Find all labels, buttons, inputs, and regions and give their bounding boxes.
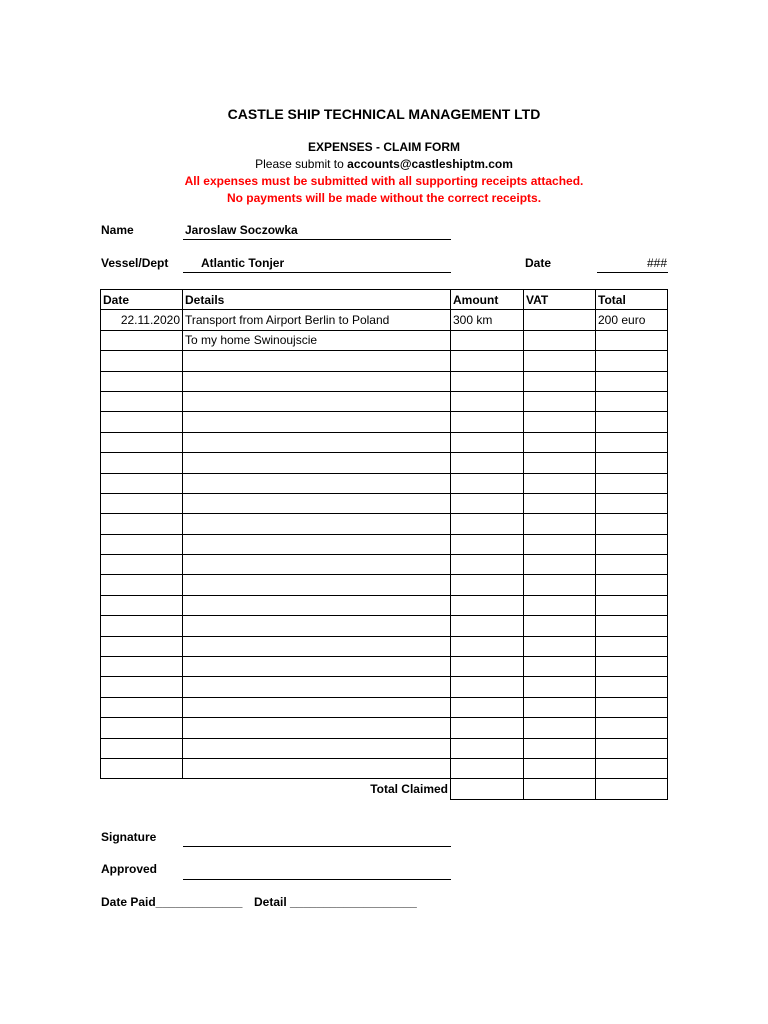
date-label: Date xyxy=(525,256,552,270)
approved-line[interactable] xyxy=(183,879,451,880)
cell-vat[interactable] xyxy=(524,493,596,513)
table-row xyxy=(101,636,668,656)
cell-date[interactable] xyxy=(101,636,183,656)
table-row xyxy=(101,718,668,738)
total-vat-cell[interactable] xyxy=(524,779,596,799)
cell-vat[interactable] xyxy=(524,595,596,615)
cell-vat[interactable] xyxy=(524,310,596,330)
cell-details[interactable] xyxy=(183,453,451,473)
table-row xyxy=(101,514,668,534)
cell-amount[interactable] xyxy=(451,412,524,432)
table-row xyxy=(101,432,668,452)
cell-vat[interactable] xyxy=(524,391,596,411)
cell-total[interactable] xyxy=(596,432,668,452)
payment-warning: No payments will be made without the correct receipts. xyxy=(226,191,542,205)
cell-details[interactable] xyxy=(183,575,451,595)
cell-date[interactable] xyxy=(101,616,183,636)
cell-details[interactable] xyxy=(183,758,451,778)
cell-date[interactable] xyxy=(101,330,183,350)
cell-details[interactable]: To my home Swinoujscie xyxy=(183,330,451,350)
cell-date[interactable] xyxy=(101,534,183,554)
signature-line[interactable] xyxy=(183,846,451,847)
cell-total[interactable]: 200 euro xyxy=(596,310,668,330)
cell-amount[interactable] xyxy=(451,616,524,636)
cell-total[interactable] xyxy=(596,351,668,371)
table-row xyxy=(101,555,668,575)
cell-vat[interactable] xyxy=(524,718,596,738)
cell-vat[interactable] xyxy=(524,677,596,697)
cell-date[interactable] xyxy=(101,391,183,411)
cell-amount[interactable] xyxy=(451,636,524,656)
table-body xyxy=(101,310,668,799)
cell-vat[interactable] xyxy=(524,738,596,758)
name-underline xyxy=(183,239,451,240)
cell-vat[interactable] xyxy=(524,514,596,534)
table-row xyxy=(101,412,668,432)
cell-total[interactable] xyxy=(596,697,668,717)
submit-instruction xyxy=(0,157,768,171)
cell-details[interactable] xyxy=(183,738,451,758)
table-row xyxy=(101,351,668,371)
cell-date[interactable] xyxy=(101,697,183,717)
cell-vat[interactable] xyxy=(524,412,596,432)
vessel-field[interactable]: Atlantic Tonjer xyxy=(201,256,285,270)
vessel-underline xyxy=(183,272,451,273)
total-claimed-row xyxy=(101,779,668,799)
cell-vat[interactable] xyxy=(524,330,596,350)
cell-details[interactable] xyxy=(183,555,451,575)
cell-total[interactable] xyxy=(596,453,668,473)
cell-date[interactable] xyxy=(101,575,183,595)
total-claimed-label: Total Claimed xyxy=(370,782,448,797)
cell-total[interactable] xyxy=(596,555,668,575)
col-header-date: Date xyxy=(101,290,183,310)
table-row xyxy=(101,758,668,778)
cell-amount[interactable] xyxy=(451,330,524,350)
cell-amount[interactable] xyxy=(451,473,524,493)
cell-amount[interactable] xyxy=(451,697,524,717)
table-row xyxy=(101,493,668,513)
cell-vat[interactable] xyxy=(524,758,596,778)
cell-details[interactable] xyxy=(183,514,451,534)
cell-date[interactable] xyxy=(101,758,183,778)
cell-date[interactable] xyxy=(101,351,183,371)
cell-details[interactable] xyxy=(183,616,451,636)
cell-total[interactable] xyxy=(596,758,668,778)
cell-date[interactable] xyxy=(101,595,183,615)
cell-amount[interactable] xyxy=(451,677,524,697)
table-row xyxy=(101,473,668,493)
cell-amount[interactable] xyxy=(451,575,524,595)
name-field[interactable]: Jaroslaw Soczowka xyxy=(185,223,298,237)
table-row xyxy=(101,616,668,636)
cell-total[interactable] xyxy=(596,473,668,493)
cell-total[interactable] xyxy=(596,575,668,595)
cell-date[interactable] xyxy=(101,432,183,452)
cell-details[interactable] xyxy=(183,473,451,493)
date-field[interactable]: ### xyxy=(646,256,667,270)
total-amount-cell[interactable] xyxy=(451,779,524,799)
cell-details[interactable] xyxy=(183,595,451,615)
cell-amount[interactable] xyxy=(451,432,524,452)
cell-amount[interactable]: 300 km xyxy=(451,310,524,330)
cell-total[interactable] xyxy=(596,677,668,697)
expense-table xyxy=(100,289,668,800)
cell-details[interactable]: Transport from Airport Berlin to Poland xyxy=(183,310,451,330)
cell-details[interactable] xyxy=(183,371,451,391)
total-total-cell[interactable] xyxy=(596,779,668,799)
cell-total[interactable] xyxy=(596,636,668,656)
vessel-label: Vessel/Dept xyxy=(101,256,169,270)
cell-vat[interactable] xyxy=(524,453,596,473)
table-row xyxy=(101,697,668,717)
cell-amount[interactable] xyxy=(451,595,524,615)
cell-details[interactable] xyxy=(183,391,451,411)
cell-details[interactable] xyxy=(183,432,451,452)
cell-amount[interactable] xyxy=(451,493,524,513)
cell-total[interactable] xyxy=(596,718,668,738)
cell-vat[interactable] xyxy=(524,432,596,452)
cell-date[interactable] xyxy=(101,473,183,493)
cell-vat[interactable] xyxy=(524,657,596,677)
cell-amount[interactable] xyxy=(451,391,524,411)
col-header-amount: Amount xyxy=(451,290,524,310)
table-row xyxy=(101,738,668,758)
cell-vat[interactable] xyxy=(524,534,596,554)
cell-details[interactable] xyxy=(183,657,451,677)
cell-amount[interactable] xyxy=(451,534,524,554)
cell-date[interactable] xyxy=(101,657,183,677)
date-paid-field[interactable]: Date Paid_____________ xyxy=(101,895,243,909)
cell-date[interactable] xyxy=(101,371,183,391)
table-row xyxy=(101,575,668,595)
cell-details[interactable] xyxy=(183,636,451,656)
cell-details[interactable] xyxy=(183,677,451,697)
cell-date[interactable] xyxy=(101,555,183,575)
cell-details[interactable] xyxy=(183,534,451,554)
cell-total[interactable] xyxy=(596,595,668,615)
cell-vat[interactable] xyxy=(524,351,596,371)
submit-prefix: Please submit to xyxy=(255,157,348,171)
submit-email: accounts@castleshiptm.com xyxy=(347,157,513,171)
table-row xyxy=(101,677,668,697)
col-header-details: Details xyxy=(183,290,451,310)
cell-date[interactable]: 22.11.2020 xyxy=(101,310,183,330)
table-row xyxy=(101,534,668,554)
cell-amount[interactable] xyxy=(451,514,524,534)
signature-label: Signature xyxy=(101,830,157,844)
table-row xyxy=(101,330,668,350)
date-underline xyxy=(597,272,668,273)
cell-vat[interactable] xyxy=(524,575,596,595)
cell-date[interactable] xyxy=(101,718,183,738)
cell-date[interactable] xyxy=(101,453,183,473)
cell-amount[interactable] xyxy=(451,657,524,677)
cell-total[interactable] xyxy=(596,657,668,677)
table-row xyxy=(101,371,668,391)
cell-total[interactable] xyxy=(596,412,668,432)
cell-vat[interactable] xyxy=(524,636,596,656)
cell-details[interactable] xyxy=(183,718,451,738)
cell-total[interactable] xyxy=(596,616,668,636)
cell-date[interactable] xyxy=(101,738,183,758)
detail-field[interactable]: Detail ___________________ xyxy=(254,895,417,909)
cell-vat[interactable] xyxy=(524,697,596,717)
name-label: Name xyxy=(101,223,134,237)
cell-total[interactable] xyxy=(596,493,668,513)
form-title: EXPENSES - CLAIM FORM xyxy=(307,140,460,154)
cell-total[interactable] xyxy=(596,534,668,554)
cell-date[interactable] xyxy=(101,514,183,534)
table-row xyxy=(101,657,668,677)
cell-amount[interactable] xyxy=(451,555,524,575)
table-row xyxy=(101,595,668,615)
cell-total[interactable] xyxy=(596,391,668,411)
cell-amount[interactable] xyxy=(451,371,524,391)
cell-details[interactable] xyxy=(183,412,451,432)
cell-total[interactable] xyxy=(596,514,668,534)
table-row xyxy=(101,391,668,411)
company-name: CASTLE SHIP TECHNICAL MANAGEMENT LTD xyxy=(227,106,541,122)
cell-date[interactable] xyxy=(101,412,183,432)
cell-vat[interactable] xyxy=(524,555,596,575)
cell-date[interactable] xyxy=(101,493,183,513)
cell-vat[interactable] xyxy=(524,616,596,636)
receipts-warning: All expenses must be submitted with all supporting receipts attached. xyxy=(184,174,584,188)
cell-date[interactable] xyxy=(101,677,183,697)
col-header-total: Total xyxy=(596,290,668,310)
cell-amount[interactable] xyxy=(451,738,524,758)
cell-amount[interactable] xyxy=(451,351,524,371)
cell-vat[interactable] xyxy=(524,371,596,391)
cell-total[interactable] xyxy=(596,330,668,350)
cell-total[interactable] xyxy=(596,738,668,758)
cell-total[interactable] xyxy=(596,371,668,391)
cell-details[interactable] xyxy=(183,351,451,371)
table-row xyxy=(101,453,668,473)
cell-details[interactable] xyxy=(183,493,451,513)
table-row xyxy=(101,310,668,330)
cell-details[interactable] xyxy=(183,697,451,717)
cell-amount[interactable] xyxy=(451,718,524,738)
cell-amount[interactable] xyxy=(451,453,524,473)
cell-amount[interactable] xyxy=(451,758,524,778)
cell-vat[interactable] xyxy=(524,473,596,493)
table-header-row xyxy=(101,290,668,310)
approved-label: Approved xyxy=(101,862,158,876)
col-header-vat: VAT xyxy=(524,290,596,310)
